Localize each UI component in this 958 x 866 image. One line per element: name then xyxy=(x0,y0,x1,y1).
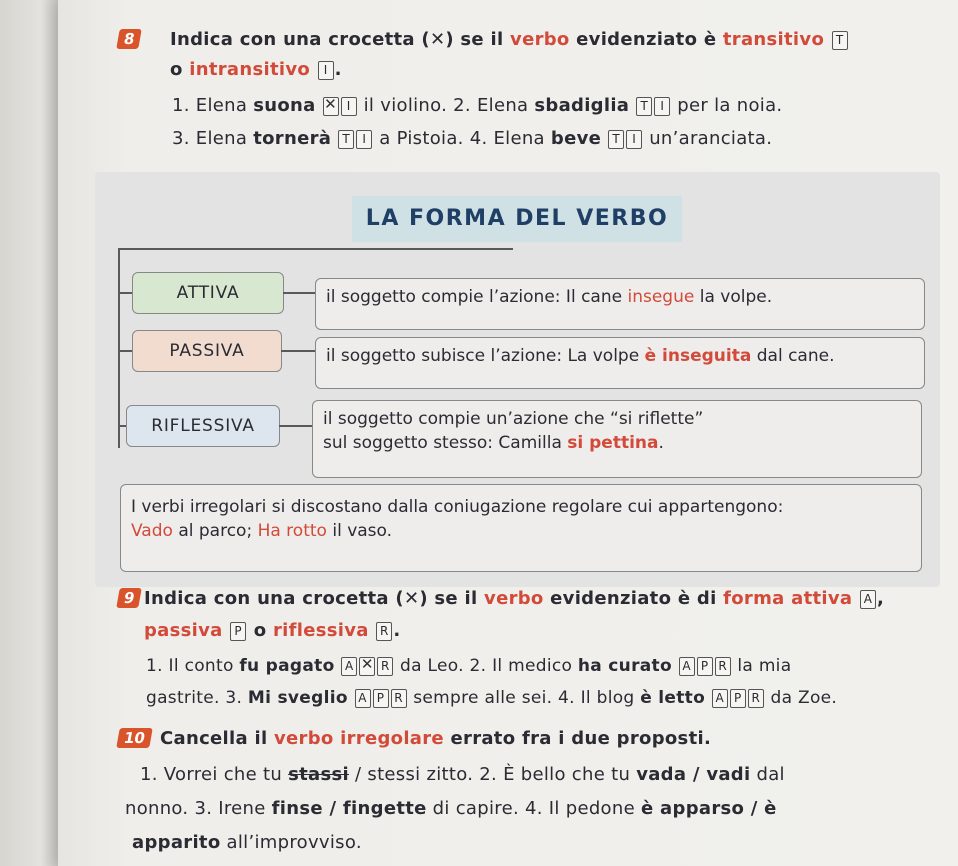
checkbox-9-1-p-checked[interactable] xyxy=(359,657,375,676)
book-spine xyxy=(0,0,58,866)
legend-box-p: P xyxy=(230,622,246,641)
definition-riflessiva: il soggetto compie un’azione che “si riflette” sul soggetto stesso: Camilla si pettina. xyxy=(312,400,922,478)
connector-attiva xyxy=(118,292,132,294)
exercise-8-number: 8 xyxy=(116,29,142,49)
exercise-9-number: 9 xyxy=(116,588,142,608)
label-riflessiva: RIFLESSIVA xyxy=(126,405,280,447)
checkbox-9-2-r[interactable]: R xyxy=(715,657,731,676)
legend-box-a: A xyxy=(860,590,876,609)
scheme-connector-vertical xyxy=(118,248,120,448)
exercise-10-line-3: apparito all’improvviso. xyxy=(132,832,362,853)
connector-attiva-def xyxy=(283,292,315,294)
definition-passiva: il soggetto subisce l’azione: La volpe è inseguita dal cane. xyxy=(315,337,925,389)
checkbox-4-t[interactable]: T xyxy=(608,130,624,149)
exercise-10-instruction: Cancella il verbo irregolare errato fra i due proposti. xyxy=(160,728,712,749)
checkbox-9-4-r[interactable]: R xyxy=(748,689,764,708)
exercise-10-number: 10 xyxy=(116,728,152,748)
irregular-verbs-note: I verbi irregolari si discostano dalla coniugazione regolare cui appartengono: Vado al parco; Ha rotto il vaso. xyxy=(120,484,922,572)
exercise-8-line-2: 3. Elena tornerà T I a Pistoia. 4. Elena beve T I un’aranciata. xyxy=(172,128,773,149)
connector-riflessiva-def xyxy=(279,425,315,427)
definition-attiva: il soggetto compie l’azione: Il cane insegue la volpe. xyxy=(315,278,925,330)
checkbox-2-i[interactable]: I xyxy=(654,97,670,116)
exercise-10-line-2: nonno. 3. Irene finse / fingette di capire. 4. Il pedone è apparso / è xyxy=(125,798,777,819)
checkbox-4-i[interactable]: I xyxy=(626,130,642,149)
checkbox-9-4-a[interactable]: A xyxy=(712,689,728,708)
checkbox-9-2-a[interactable]: A xyxy=(679,657,695,676)
scheme-connector-top xyxy=(118,248,513,250)
legend-box-r: R xyxy=(376,622,392,641)
exercise-8-instruction: Indica con una crocetta (✕) se il verbo evidenziato è transitivo T xyxy=(170,29,849,50)
checkbox-9-3-r[interactable]: R xyxy=(391,689,407,708)
checkbox-9-3-p[interactable]: P xyxy=(373,689,389,708)
checkbox-1-i[interactable]: I xyxy=(341,97,357,116)
label-passiva: PASSIVA xyxy=(132,330,282,372)
exercise-9-instruction: Indica con una crocetta (✕) se il verbo evidenziato è di forma attiva A , xyxy=(144,588,885,609)
exercise-9-line-1: 1. Il conto fu pagato A✕ R da Leo. 2. Il medico ha curato A P R la mia xyxy=(146,656,791,676)
checkbox-9-4-p[interactable]: P xyxy=(730,689,746,708)
checkbox-3-t[interactable]: T xyxy=(338,130,354,149)
exercise-8-instruction-cont: o intransitivo I . xyxy=(170,59,342,80)
struck-verb[interactable]: stassi xyxy=(288,764,349,785)
scheme-title: LA FORMA DEL VERBO xyxy=(352,196,682,242)
connector-passiva xyxy=(118,350,132,352)
checkbox-1-t-checked[interactable] xyxy=(323,97,339,116)
checkbox-3-i[interactable]: I xyxy=(356,130,372,149)
label-attiva: ATTIVA xyxy=(132,272,284,314)
legend-box-t: T xyxy=(832,31,848,50)
checkbox-9-1-a[interactable]: A xyxy=(341,657,357,676)
checkbox-9-1-r[interactable]: R xyxy=(377,657,393,676)
legend-box-i: I xyxy=(318,61,334,80)
exercise-8-line-1: 1. Elena suona ✕ I il violino. 2. Elena sbadiglia T I per la noia. xyxy=(172,95,782,116)
exercise-9-instruction-cont: passiva P o riflessiva R . xyxy=(144,620,401,641)
checkbox-9-2-p[interactable]: P xyxy=(697,657,713,676)
connector-passiva-def xyxy=(281,350,315,352)
exercise-9-line-2: gastrite. 3. Mi sveglio A P R sempre alle sei. 4. Il blog è letto A P R da Zoe. xyxy=(146,688,838,708)
checkbox-9-3-a[interactable]: A xyxy=(355,689,371,708)
checkbox-2-t[interactable]: T xyxy=(636,97,652,116)
exercise-10-line-1: 1. Vorrei che tu stassi / stessi zitto. 2. È bello che tu vada / vadi dal xyxy=(140,764,785,785)
